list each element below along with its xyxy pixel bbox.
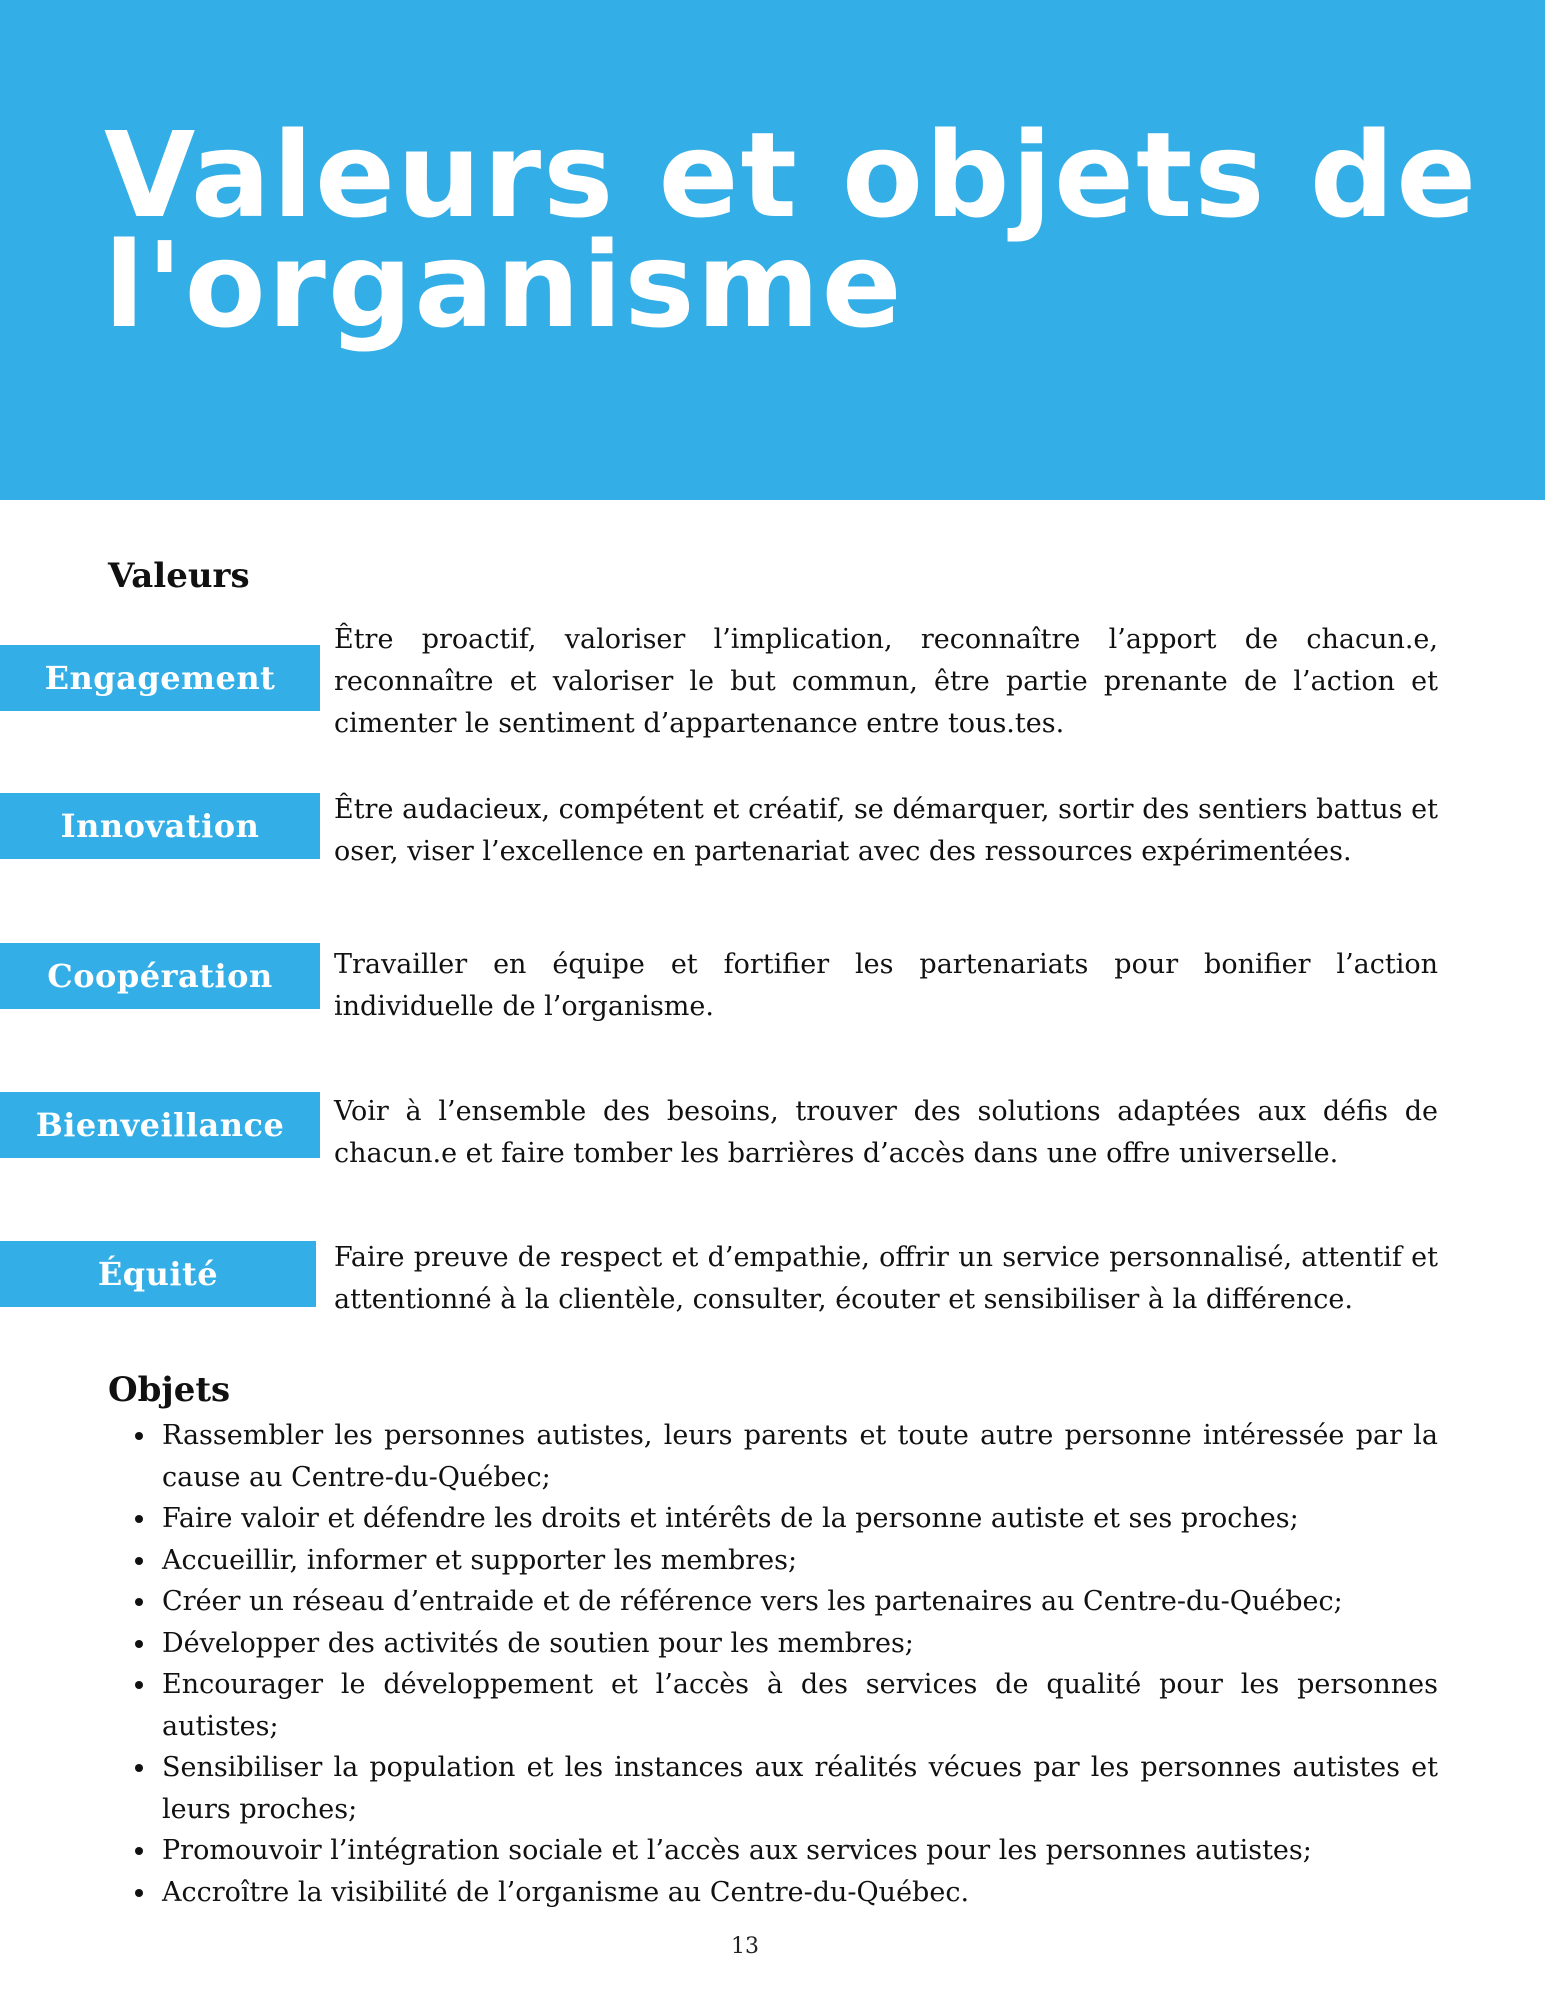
objets-heading: Objets [108,1370,231,1410]
list-item: • Développer des activités de soutien pour les membres; [158,1623,1438,1665]
title-banner [0,0,1545,500]
value-description-bienveillance: Voir à l’ensemble des besoins, trouver des solutions adaptées aux défis de chacun.e et faire tomber les barrières d’accès dans une offre universelle. [334,1096,1438,1169]
page-title-line-1: Valeurs et objets de [104,106,1479,244]
list-item: • Faire valoir et défendre les droits et intérêts de la personne autiste et ses proches; [158,1498,1438,1540]
page-number: 13 [731,1934,759,1959]
value-label-cooperation: Coopération [0,943,320,1009]
valeurs-heading: Valeurs [108,556,250,596]
value-description-engagement: Être proactif, valoriser l’implication, reconnaître l’apport de chacun.e, reconnaître et valoriser le but commun, être partie prenante de l’action et cimenter le sentiment d’appartenance entre tous.tes. [334,624,1438,739]
page-title-line-2: l'organisme [104,216,904,354]
value-label-bienveillance: Bienveillance [0,1092,320,1158]
list-item: • Accueillir, informer et supporter les membres; [158,1540,1438,1582]
value-description-equite: Faire preuve de respect et d’empathie, offrir un service personnalisé, attentif et attentionné à la clientèle, consulter, écouter et sensibiliser à la différence. [334,1242,1438,1315]
page-title [104,106,1479,354]
list-item: • Promouvoir l’intégration sociale et l’accès aux services pour les personnes autistes; [158,1830,1438,1872]
list-item: • Créer un réseau d’entraide et de référence vers les partenaires au Centre-du-Québec; [158,1581,1438,1623]
objets-list [108,1415,1438,1913]
value-description-innovation: Être audacieux, compétent et créatif, se démarquer, sortir des sentiers battus et oser, viser l’excellence en partenariat avec des ressources expérimentées. [334,794,1438,867]
value-description-cooperation: Travailler en équipe et fortifier les partenariats pour bonifier l’action individuelle de l’organisme. [334,949,1438,1022]
list-item: • Rassembler les personnes autistes, leurs parents et toute autre personne intéressée par la cause au Centre-du-Québec; [158,1415,1438,1498]
list-item: • Encourager le développement et l’accès à des services de qualité pour les personnes autistes; [158,1664,1438,1747]
value-label-equite: Équité [0,1241,316,1307]
list-item: • Accroître la visibilité de l’organisme au Centre-du-Québec. [158,1872,1438,1914]
value-label-innovation: Innovation [0,793,320,859]
value-label-engagement: Engagement [0,645,320,711]
list-item: • Sensibiliser la population et les instances aux réalités vécues par les personnes autistes et leurs proches; [158,1747,1438,1830]
